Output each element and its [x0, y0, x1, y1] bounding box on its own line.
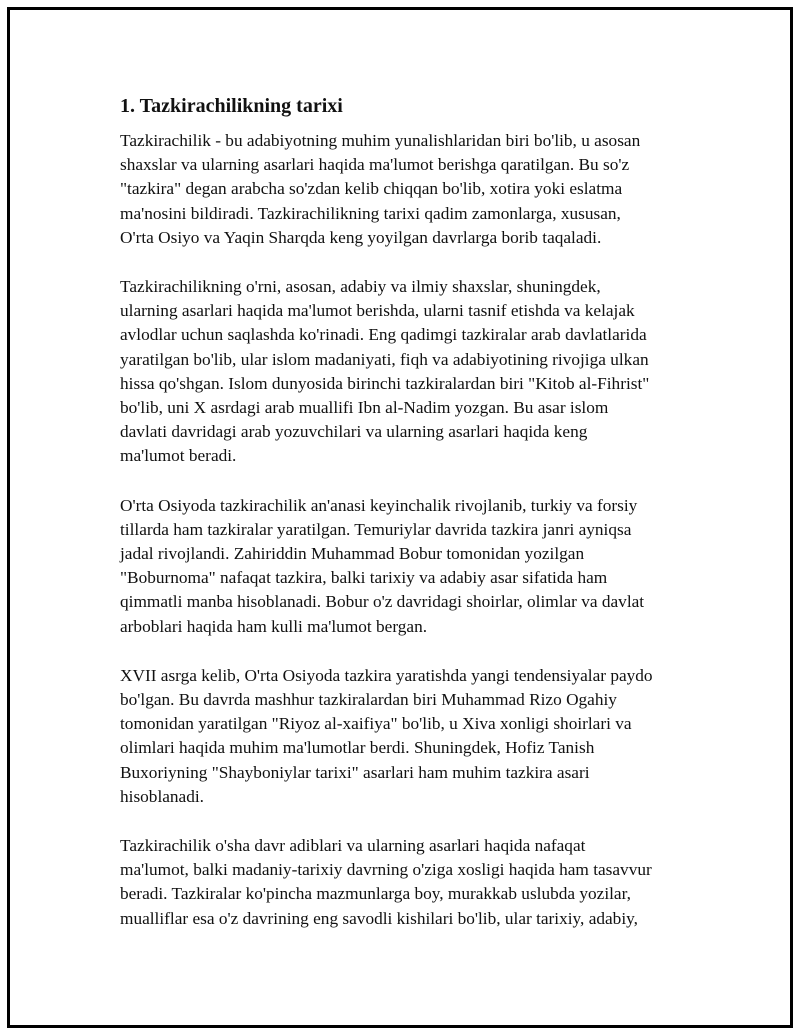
- paragraph-4: XVII asrga kelib, O'rta Osiyoda tazkira yaratishda yangi tendensiyalar paydo bo'lgan. Bu davrda mashhur tazkiralardan biri Muhammad Rizo Ogahiy tomonidan yaratilgan "Riyoz al-xaifiya" bo'lib, u Xiva xonligi shoirlari va olimlari haqida muhim ma'lumotlar berdi. Shuningdek, Hofiz Tanish Buxoriyning "Shayboniylar tarixi" asarlari ham muhim tazkira asari hisoblanadi.: [120, 665, 653, 806]
- document-body: [120, 92, 700, 931]
- section-heading: 1. Tazkirachilikning tarixi: [120, 95, 343, 117]
- paragraph-1: Tazkirachilik - bu adabiyotning muhim yunalishlaridan biri bo'lib, u asosan shaxslar va ularning asarlari haqida ma'lumot berishga qaratilgan. Bu so'z "tazkira" degan arabcha so'zdan kelib chiqqan bo'lib, xotira yoki eslatma ma'nosini bildiradi. Tazkirachilikning tarixi qadim zamonlarga, xususan, O'rta Osiyo va Yaqin Sharqda keng yoyilgan davrlarga borib taqaladi.: [120, 131, 641, 247]
- paragraph-2: Tazkirachilikning o'rni, asosan, adabiy va ilmiy shaxslar, shuningdek, ularning asarlari haqida ma'lumot berishda, ularni tasnif etishda va kelajak avlodlar uchun saqlashda ko'rinadi. Eng qadimgi tazkiralar arab davlatlarida yaratilgan bo'lib, ular islom madaniyati, fiqh va adabiyotining rivojiga ulkan hissa qo'shgan. Islom dunyosida birinchi tazkiralardan biri "Kitob al-Fihrist" bo'lib, uni X asrdagi arab muallifi Ibn al-Nadim yozgan. Bu asar islom davlati davridagi arab yozuvchilari va ularning asarlari haqida keng ma'lumot beradi.: [120, 277, 650, 466]
- paragraph-3: O'rta Osiyoda tazkirachilik an'anasi keyinchalik rivojlanib, turkiy va forsiy tillarda ham tazkiralar yaratilgan. Temuriylar davrida tazkira janri ayniqsa jadal rivojlandi. Zahiriddin Muhammad Bobur tomonidan yozilgan "Boburnoma" nafaqat tazkira, balki tarixiy va adabiy asar sifatida ham qimmatli manba hisoblanadi. Bobur o'z davridagi shoirlar, olimlar va davlat arboblari haqida ham kulli ma'lumot bergan.: [120, 495, 645, 636]
- document-page: [7, 7, 793, 1028]
- paragraph-5: Tazkirachilik o'sha davr adiblari va ularning asarlari haqida nafaqat ma'lumot, balki madaniy-tarixiy davrning o'ziga xosligi haqida ham tasavvur beradi. Tazkiralar ko'pincha mazmunlarga boy, murakkab uslubda yozilar, mualliflar esa o'z davrining eng savodli kishilari bo'lib, ular tarixiy, adabiy,: [120, 836, 652, 928]
